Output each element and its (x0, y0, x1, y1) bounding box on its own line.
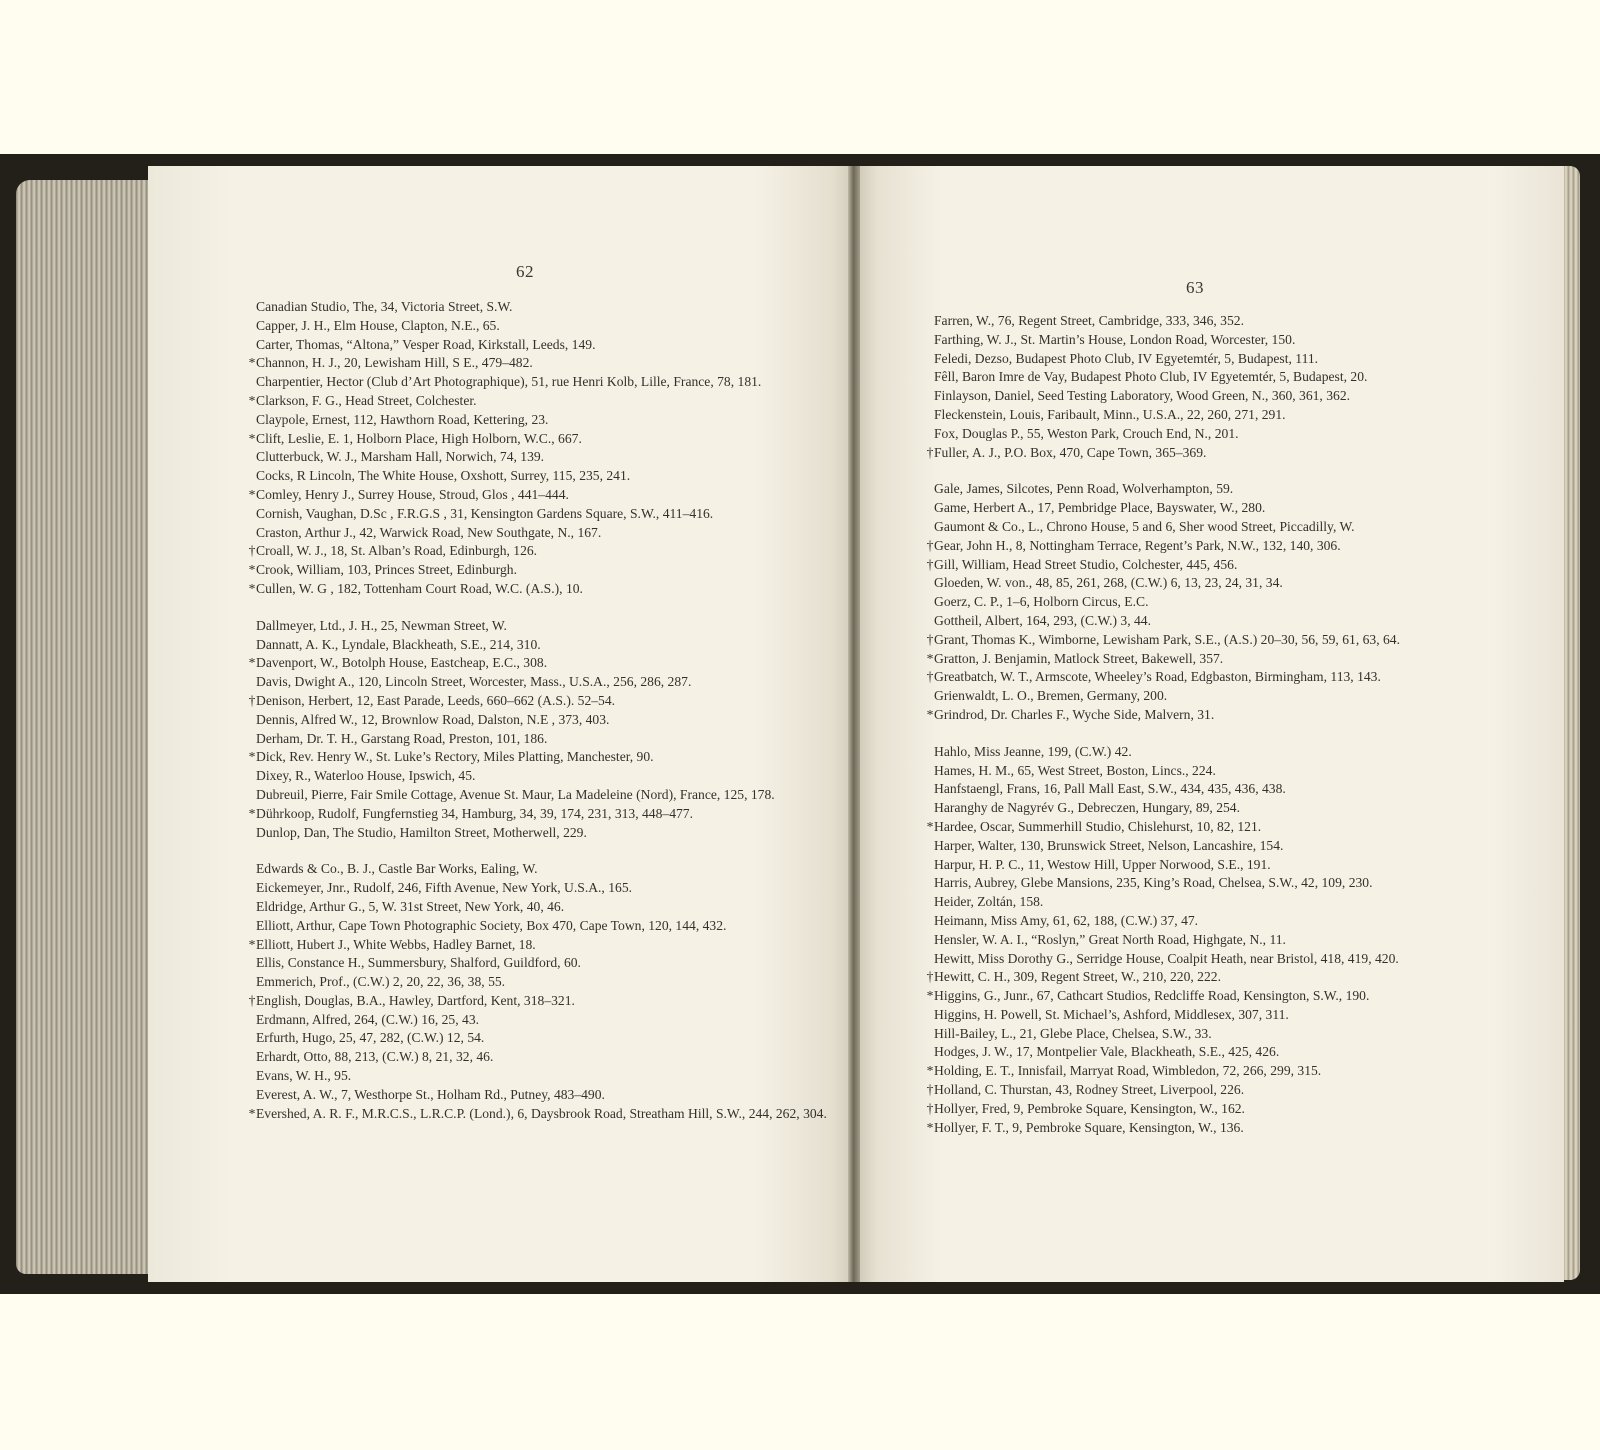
entry-text: Holland, C. Thurstan, 43, Rodney Street, Liverpool, 226. (934, 1082, 1245, 1098)
entry-mark: * (926, 706, 934, 722)
index-entry (926, 762, 1546, 781)
entry-text: Carter, Thomas, “Altona,” Vesper Road, Kirkstall, Leeds, 149. (256, 336, 596, 352)
entry-text: Elliott, Hubert J., White Webbs, Hadley Barnet, 18. (256, 936, 536, 952)
entry-text: Gear, John H., 8, Nottingham Terrace, Regent’s Park, N.W., 132, 140, 306. (934, 537, 1341, 553)
index-entry (248, 973, 838, 992)
entry-text: Croall, W. J., 18, St. Alban’s Road, Edinburgh, 126. (256, 543, 538, 559)
entry-text: Hewitt, C. H., 309, Regent Street, W., 210, 220, 222. (934, 969, 1221, 985)
right-page (856, 166, 1564, 1282)
entry-text: Charpentier, Hector (Club d’Art Photographique), 51, rue Henri Kolb, Lille, France, 78, 181. (256, 374, 762, 390)
index-entry (248, 448, 838, 467)
index-entry (926, 1043, 1546, 1062)
index-entry (248, 673, 838, 692)
index-entry (926, 1081, 1546, 1100)
entry-text: Hodges, J. W., 17, Montpelier Vale, Blackheath, S.E., 425, 426. (934, 1044, 1280, 1060)
entry-text: Fox, Douglas P., 55, Weston Park, Crouch End, N., 201. (934, 425, 1239, 441)
entry-text: Emmerich, Prof., (C.W.) 2, 20, 22, 36, 38, 55. (256, 974, 506, 990)
index-entry (926, 950, 1546, 969)
entry-text: Comley, Henry J., Surrey House, Stroud, Glos , 441–444. (256, 486, 569, 502)
index-entry (926, 574, 1546, 593)
entry-text: Hollyer, Fred, 9, Pembroke Square, Kensington, W., 162. (934, 1100, 1245, 1116)
index-entry (248, 354, 838, 373)
entry-text: Dennis, Alfred W., 12, Brownlow Road, Dalston, N.E , 373, 403. (256, 711, 610, 727)
entry-text: Game, Herbert A., 17, Pembridge Place, Bayswater, W., 280. (934, 500, 1266, 516)
entry-text: Gale, James, Silcotes, Penn Road, Wolverhampton, 59. (934, 481, 1234, 497)
index-entry (926, 687, 1546, 706)
entry-text: Gill, William, Head Street Studio, Colchester, 445, 456. (934, 556, 1238, 572)
entry-mark: † (926, 669, 934, 685)
entry-text: Dührkoop, Rudolf, Fungfernstieg 34, Hamburg, 34, 39, 174, 231, 313, 448–477. (256, 805, 693, 821)
index-entry (926, 480, 1546, 499)
entry-text: Fuller, A. J., P.O. Box, 470, Cape Town, 365–369. (934, 444, 1207, 460)
index-entry (248, 860, 838, 879)
index-entry (926, 518, 1546, 537)
entry-text: Greatbatch, W. T., Armscote, Wheeley’s Road, Edgbaston, Birmingham, 113, 143. (934, 669, 1381, 685)
entry-text: Erdmann, Alfred, 264, (C.W.) 16, 25, 43. (256, 1011, 480, 1027)
entry-text: Elliott, Arthur, Cape Town Photographic Society, Box 470, Cape Town, 120, 144, 432. (256, 917, 727, 933)
index-entry (926, 556, 1546, 575)
index-entry (248, 1011, 838, 1030)
entry-text: Eickemeyer, Jnr., Rudolf, 246, Fifth Avenue, New York, U.S.A., 165. (256, 880, 633, 896)
index-entry (926, 893, 1546, 912)
entry-text: Gaumont & Co., L., Chrono House, 5 and 6, Sher wood Street, Piccadilly, W. (934, 518, 1355, 534)
index-entry (248, 805, 838, 824)
entry-text: Canadian Studio, The, 34, Victoria Street, S.W. (256, 299, 513, 314)
index-entry (248, 1086, 838, 1105)
book-fore-edge-left (16, 180, 152, 1274)
entry-text: Harpur, H. P. C., 11, Westow Hill, Upper Norwood, S.E., 191. (934, 856, 1271, 872)
entry-text: Denison, Herbert, 12, East Parade, Leeds, 660–662 (A.S.). 52–54. (256, 692, 616, 708)
entry-mark: * (926, 988, 934, 1004)
index-entry (926, 387, 1546, 406)
index-entry (248, 692, 838, 711)
index-entry (248, 711, 838, 730)
index-entry (248, 542, 838, 561)
entry-text: Cocks, R Lincoln, The White House, Oxshott, Surrey, 115, 235, 241. (256, 468, 631, 484)
index-entry (248, 298, 838, 317)
entry-text: Dick, Rev. Henry W., St. Luke’s Rectory, Miles Platting, Manchester, 90. (256, 749, 654, 765)
entry-mark: * (926, 1119, 934, 1135)
entry-text: Davis, Dwight A., 120, Lincoln Street, Worcester, Mass., U.S.A., 256, 286, 287. (256, 674, 692, 690)
entry-mark: * (248, 486, 256, 502)
page-number-right: 63 (1186, 278, 1204, 297)
index-entry (926, 1062, 1546, 1081)
index-entry (248, 561, 838, 580)
entry-mark: † (926, 537, 934, 553)
entry-mark: * (248, 562, 256, 578)
index-entry (248, 1048, 838, 1067)
index-entry (248, 917, 838, 936)
entry-text: Edwards & Co., B. J., Castle Bar Works, Ealing, W. (256, 861, 538, 877)
index-entry (926, 818, 1546, 837)
entry-text: Harris, Aubrey, Glebe Mansions, 235, King’s Road, Chelsea, S.W., 42, 109, 230. (934, 875, 1373, 891)
entry-mark: † (926, 969, 934, 985)
index-entry (926, 743, 1546, 762)
entry-mark: * (248, 430, 256, 446)
index-entry (248, 936, 838, 955)
index-entry (926, 650, 1546, 669)
right-page-entries (926, 312, 1546, 1137)
index-entry (926, 837, 1546, 856)
entry-mark: * (248, 749, 256, 765)
index-entry (248, 786, 838, 805)
entry-text: Hanfstaengl, Frans, 16, Pall Mall East, S.W., 434, 435, 436, 438. (934, 781, 1286, 797)
entry-mark: † (926, 1100, 934, 1116)
index-entry (248, 524, 838, 543)
entry-mark: † (926, 556, 934, 572)
index-entry (926, 425, 1546, 444)
entry-mark: * (926, 818, 934, 834)
index-entry (248, 954, 838, 973)
group-spacer (926, 462, 1546, 480)
entry-text: Claypole, Ernest, 112, Hawthorn Road, Kettering, 23. (256, 411, 549, 427)
entry-text: Gloeden, W. von., 48, 85, 261, 268, (C.W.) 6, 13, 23, 24, 31, 34. (934, 575, 1283, 591)
entry-text: Hollyer, F. T., 9, Pembroke Square, Kensington, W., 136. (934, 1119, 1244, 1135)
index-entry (926, 444, 1546, 463)
entry-text: Farthing, W. J., St. Martin’s House, London Road, Worcester, 150. (934, 331, 1296, 347)
entry-text: Cullen, W. G , 182, Tottenham Court Road, W.C. (A.S.), 10. (256, 580, 583, 596)
entry-mark: * (248, 580, 256, 596)
entry-text: Grindrod, Dr. Charles F., Wyche Side, Malvern, 31. (934, 706, 1215, 722)
index-entry (248, 336, 838, 355)
entry-mark: * (248, 805, 256, 821)
index-entry (926, 331, 1546, 350)
page-number-left: 62 (516, 262, 534, 281)
index-entry (926, 406, 1546, 425)
entry-text: Davenport, W., Botolph House, Eastcheap, E.C., 308. (256, 655, 548, 671)
index-entry (248, 654, 838, 673)
index-entry (926, 706, 1546, 725)
entry-text: Heimann, Miss Amy, 61, 62, 188, (C.W.) 37, 47. (934, 912, 1199, 928)
entry-text: Capper, J. H., Elm House, Clapton, N.E., 65. (256, 317, 500, 333)
entry-text: Hensler, W. A. I., “Roslyn,” Great North Road, Highgate, N., 11. (934, 931, 1286, 947)
index-entry (926, 593, 1546, 612)
entry-text: Dallmeyer, Ltd., J. H., 25, Newman Street, W. (256, 617, 507, 633)
entry-text: Clift, Leslie, E. 1, Holborn Place, High Holborn, W.C., 667. (256, 430, 582, 446)
index-entry (926, 799, 1546, 818)
index-entry (248, 486, 838, 505)
index-entry (248, 730, 838, 749)
entry-text: Hardee, Oscar, Summerhill Studio, Chislehurst, 10, 82, 121. (934, 818, 1262, 834)
index-entry (926, 912, 1546, 931)
entry-mark: † (248, 692, 256, 708)
entry-text: Hill-Bailey, L., 21, Glebe Place, Chelsea, S.W., 33. (934, 1025, 1212, 1041)
index-entry (926, 537, 1546, 556)
index-entry (926, 668, 1546, 687)
index-entry (248, 617, 838, 636)
entry-mark: † (926, 1082, 934, 1098)
entry-text: Grant, Thomas K., Wimborne, Lewisham Park, S.E., (A.S.) 20–30, 56, 59, 61, 63, 64. (934, 631, 1401, 647)
index-entry (248, 636, 838, 655)
entry-text: Harper, Walter, 130, Brunswick Street, Nelson, Lancashire, 154. (934, 837, 1284, 853)
entry-text: Dannatt, A. K., Lyndale, Blackheath, S.E., 214, 310. (256, 636, 541, 652)
index-entry (926, 499, 1546, 518)
index-entry (248, 1067, 838, 1086)
index-entry (248, 748, 838, 767)
entry-text: English, Douglas, B.A., Hawley, Dartford, Kent, 318–321. (256, 992, 575, 1008)
index-entry (248, 430, 838, 449)
index-entry (248, 767, 838, 786)
index-entry (248, 411, 838, 430)
entry-text: Finlayson, Daniel, Seed Testing Laboratory, Wood Green, N., 360, 361, 362. (934, 388, 1351, 404)
group-spacer (926, 725, 1546, 743)
index-entry (926, 1006, 1546, 1025)
left-page (148, 166, 854, 1282)
entry-text: Heider, Zoltán, 158. (934, 894, 1044, 910)
entry-mark: * (926, 650, 934, 666)
entry-text: Feledi, Dezso, Budapest Photo Club, IV Egyetemtér, 5, Budapest, 111. (934, 350, 1319, 366)
index-entry (926, 780, 1546, 799)
entry-text: Dubreuil, Pierre, Fair Smile Cottage, Avenue St. Maur, La Madeleine (Nord), France, 125, 178. (256, 786, 775, 802)
index-entry (248, 580, 838, 599)
entry-text: Evershed, A. R. F., M.R.C.S., L.R.C.P. (Lond.), 6, Daysbrook Road, Streatham Hill, S.W., 244, 262, 304. (256, 1105, 827, 1121)
index-entry (926, 1100, 1546, 1119)
entry-text: Farren, W., 76, Regent Street, Cambridge, 333, 346, 352. (934, 313, 1244, 328)
index-entry (248, 373, 838, 392)
entry-text: Dunlop, Dan, The Studio, Hamilton Street, Motherwell, 229. (256, 824, 587, 840)
entry-mark: * (248, 655, 256, 671)
entry-mark: * (248, 392, 256, 408)
entry-text: Dixey, R., Waterloo House, Ipswich, 45. (256, 768, 476, 784)
index-entry (926, 312, 1546, 331)
index-entry (248, 992, 838, 1011)
entry-text: Fêll, Baron Imre de Vay, Budapest Photo Club, IV Egyetemtér, 5, Budapest, 20. (934, 369, 1368, 385)
entry-text: Fleckenstein, Louis, Faribault, Minn., U.S.A., 22, 260, 271, 291. (934, 406, 1286, 422)
entry-text: Craston, Arthur J., 42, Warwick Road, New Southgate, N., 167. (256, 524, 602, 540)
index-entry (248, 392, 838, 411)
group-spacer (248, 599, 838, 617)
index-entry (926, 968, 1546, 987)
entry-text: Erhardt, Otto, 88, 213, (C.W.) 8, 21, 32, 46. (256, 1049, 494, 1065)
entry-text: Higgins, H. Powell, St. Michael’s, Ashford, Middlesex, 307, 311. (934, 1006, 1289, 1022)
index-entry (926, 1025, 1546, 1044)
entry-text: Grienwaldt, L. O., Bremen, Germany, 200. (934, 688, 1168, 704)
entry-text: Goerz, C. P., 1–6, Holborn Circus, E.C. (934, 594, 1149, 610)
index-entry (926, 350, 1546, 369)
entry-text: Everest, A. W., 7, Westhorpe St., Holham Rd., Putney, 483–490. (256, 1086, 605, 1102)
entry-mark: † (926, 444, 934, 460)
entry-mark: † (248, 543, 256, 559)
entry-text: Clarkson, F. G., Head Street, Colchester. (256, 392, 477, 408)
index-entry (926, 631, 1546, 650)
entry-mark: † (248, 992, 256, 1008)
entry-text: Channon, H. J., 20, Lewisham Hill, S E., 479–482. (256, 355, 533, 371)
entry-text: Higgins, G., Junr., 67, Cathcart Studios, Redcliffe Road, Kensington, S.W., 190. (934, 988, 1370, 1004)
index-entry (248, 505, 838, 524)
entry-text: Eldridge, Arthur G., 5, W. 31st Street, New York, 40, 46. (256, 898, 565, 914)
index-entry (926, 874, 1546, 893)
index-entry (248, 317, 838, 336)
entry-text: Holding, E. T., Innisfail, Marryat Road, Wimbledon, 72, 266, 299, 315. (934, 1063, 1322, 1079)
index-entry (926, 931, 1546, 950)
entry-text: Erfurth, Hugo, 25, 47, 282, (C.W.) 12, 54. (256, 1030, 485, 1046)
index-entry (926, 612, 1546, 631)
entry-text: Haranghy de Nagyrév G., Debreczen, Hungary, 89, 254. (934, 800, 1240, 816)
index-entry (926, 368, 1546, 387)
entry-text: Hewitt, Miss Dorothy G., Serridge House, Coalpit Heath, near Bristol, 418, 419, 420. (934, 950, 1399, 966)
entry-text: Hames, H. M., 65, West Street, Boston, Lincs., 224. (934, 762, 1216, 778)
entry-text: Derham, Dr. T. H., Garstang Road, Preston, 101, 186. (256, 730, 548, 746)
entry-text: Cornish, Vaughan, D.Sc , F.R.G.S , 31, Kensington Gardens Square, S.W., 411–416. (256, 505, 714, 521)
entry-text: Hahlo, Miss Jeanne, 199, (C.W.) 42. (934, 743, 1132, 759)
entry-mark: * (926, 1063, 934, 1079)
index-entry (926, 987, 1546, 1006)
entry-mark: * (248, 355, 256, 371)
left-page-entries (248, 298, 838, 1123)
group-spacer (248, 842, 838, 860)
index-entry (926, 1119, 1546, 1138)
index-entry (926, 856, 1546, 875)
entry-text: Gottheil, Albert, 164, 293, (C.W.) 3, 44. (934, 612, 1151, 628)
entry-text: Clutterbuck, W. J., Marsham Hall, Norwich, 74, 139. (256, 449, 545, 465)
index-entry (248, 1105, 838, 1124)
entry-text: Gratton, J. Benjamin, Matlock Street, Bakewell, 357. (934, 650, 1224, 666)
index-entry (248, 879, 838, 898)
entry-text: Crook, William, 103, Princes Street, Edinburgh. (256, 562, 517, 578)
entry-text: Evans, W. H., 95. (256, 1068, 352, 1084)
entry-mark: † (926, 631, 934, 647)
book-gutter (848, 166, 860, 1282)
index-entry (248, 824, 838, 843)
entry-mark: * (248, 1105, 256, 1121)
entry-text: Ellis, Constance H., Summersbury, Shalford, Guildford, 60. (256, 955, 581, 971)
index-entry (248, 467, 838, 486)
index-entry (248, 898, 838, 917)
index-entry (248, 1029, 838, 1048)
entry-mark: * (248, 936, 256, 952)
